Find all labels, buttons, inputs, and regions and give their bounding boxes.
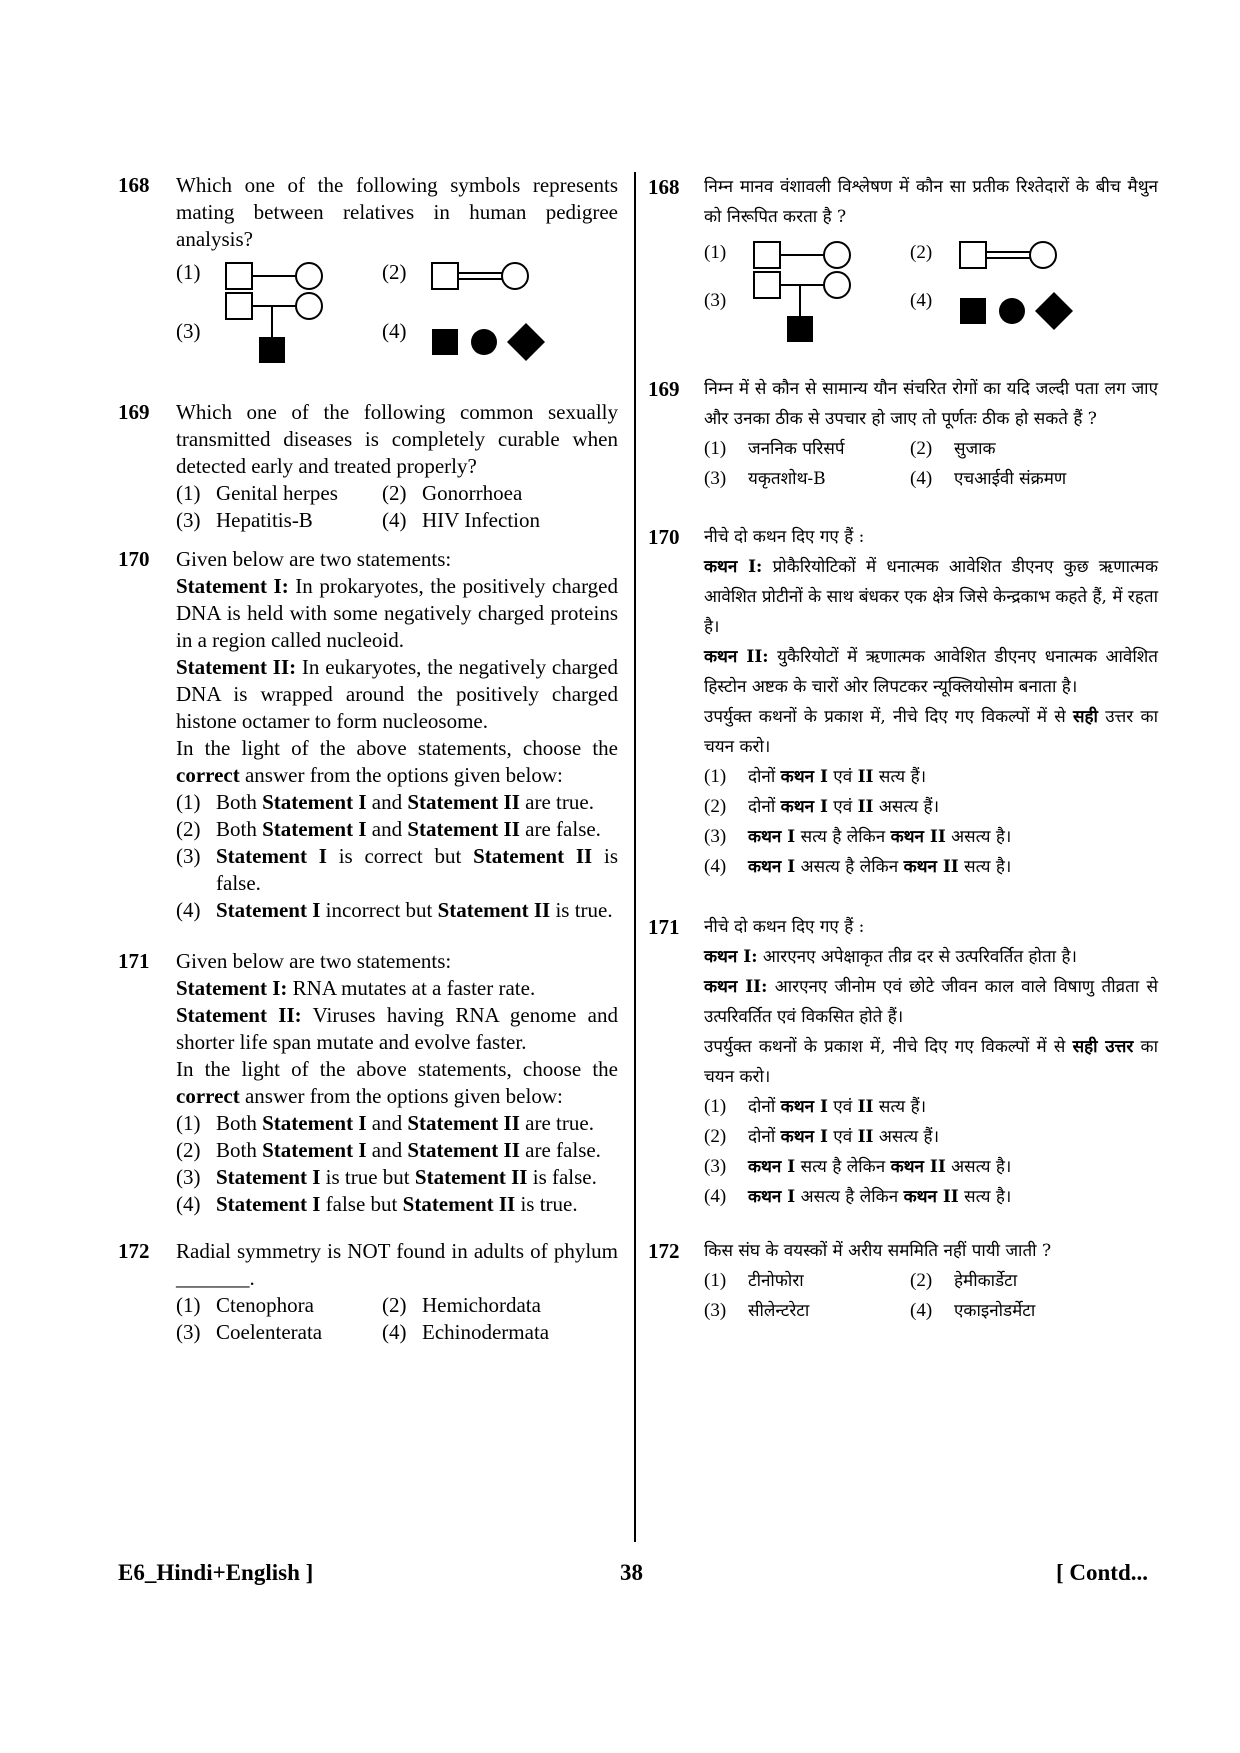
statement-2: कथन II: युकैरियोटों में ऋणात्मक आवेशित डीएनए धनात्मक आवेशित हिस्टोन अष्टक के चारों ओर लिपटकर न्यूक्लियोसोम बनाता है।: [704, 647, 1158, 697]
question-168-en: [118, 172, 618, 367]
question-number: 168: [648, 175, 680, 199]
paper-code: E6_Hindi+English ]: [118, 1560, 314, 1585]
option-3: (3) सीलेन्टरेटा: [704, 1300, 810, 1321]
question-170-en: 170 Given below are two statements: Statement I: In prokaryotes, the positively charged DNA is held with some negatively charged proteins in a region called nucleoid. Statement II: In eukaryotes, the negatively charged DNA is wrapped around the positively charged histone octamer to form nucleosome. In the light of the above statements, choose the correct answer from the options given below: (1) Both Statement I and Statement II are true. (2) Both Statement I and Statement II are false. (3) Statement I is correct but Statement II is false. (4) Statement I incorrect but Statement II is true.: [118, 547, 618, 922]
option-3: (3) Statement I is true but Statement II is false.: [176, 1165, 597, 1189]
option-2: (2) हेमीकार्डेटा: [910, 1270, 1018, 1291]
option-2: (2) Hemichordata: [382, 1293, 541, 1317]
statement-2: Statement II: In eukaryotes, the negatively charged DNA is wrapped around the positively charged histone octamer to form nucleosome.: [176, 655, 618, 733]
question-text: Which one of the following common sexually transmitted diseases is completely curable when detected early and treated properly?: [176, 400, 618, 478]
affected-symbols-icon: [958, 286, 1078, 346]
option-1: (1) Genital herpes: [176, 481, 338, 505]
english-column: [118, 172, 618, 1346]
option-1: (1) टीनोफोरा: [704, 1270, 804, 1291]
offspring-symbol-icon: [224, 291, 334, 367]
option-2: (2): [382, 259, 588, 291]
question-number: 169: [118, 400, 150, 424]
option-4: (4) Statement I false but Statement II is true.: [176, 1192, 578, 1216]
affected-symbols-icon: [430, 317, 550, 367]
option-4: (4): [382, 317, 588, 367]
mating-symbol-icon: [224, 259, 334, 291]
option-2: (2) Gonorrhoea: [382, 481, 523, 505]
offspring-symbol-icon: [752, 270, 862, 346]
page-number: 38: [620, 1560, 643, 1585]
option-4: (4) HIV Infection: [382, 508, 540, 532]
hindi-column: [648, 172, 1158, 1326]
option-1: (1) Ctenophora: [176, 1293, 314, 1317]
option-4: (4) कथन I असत्य है लेकिन कथन II सत्य है।: [704, 1186, 1012, 1207]
option-1: (1) दोनों कथन I एवं II सत्य हैं।: [704, 766, 927, 787]
option-4: (4) एकाइनोडर्मेटा: [910, 1300, 1036, 1321]
option-4: (4): [910, 286, 1116, 346]
instruction: उपर्युक्त कथनों के प्रकाश में, नीचे दिए गए विकल्पों में से सही उत्तर का चयन करो।: [704, 707, 1158, 757]
option-2: (2) Both Statement I and Statement II are false.: [176, 817, 601, 841]
question-number: 170: [118, 547, 150, 571]
option-4: (4) कथन I असत्य है लेकिन कथन II सत्य है।: [704, 856, 1012, 877]
statement-1: Statement I: In prokaryotes, the positively charged DNA is held with some negatively charged proteins in a region called nucleoid.: [176, 574, 618, 652]
option-2: (2) सुजाक: [910, 438, 996, 459]
instruction: उपर्युक्त कथनों के प्रकाश में, नीचे दिए गए विकल्पों में से सही उत्तर का चयन करो।: [704, 1037, 1158, 1087]
question-text: किस संघ के वयस्कों में अरीय सममिति नहीं पायी जाती ?: [704, 1241, 1052, 1261]
option-3: (3): [704, 270, 910, 346]
mating-symbol-icon: [752, 238, 862, 270]
option-1: (1) दोनों कथन I एवं II सत्य हैं।: [704, 1096, 927, 1117]
question-text: निम्न मानव वंशावली विश्लेषण में कौन सा प्रतीक रिश्तेदारों के बीच मैथुन को निरूपित करता है ?: [704, 177, 1158, 227]
option-1: (1): [176, 259, 382, 291]
question-number: 171: [648, 915, 680, 939]
question-text: Radial symmetry is NOT found in adults of phylum _______.: [176, 1239, 618, 1290]
statement-2: कथन II: आरएनए जीनोम एवं छोटे जीवन काल वाले विषाणु तीव्रता से उत्परिवर्तित एवं विकसित होते हैं।: [704, 977, 1159, 1027]
option-1: (1): [704, 238, 910, 270]
question-169-en: [118, 399, 618, 534]
option-4: (4) एचआईवी संक्रमण: [910, 468, 1067, 489]
statement-1: कथन I: प्रोकैरियोटिकों में धनात्मक आवेशित डीएनए कुछ ऋणात्मक आवेशित प्रोटीनों के साथ बंधकर एक क्षेत्र जिसे केन्द्रकाभ कहते हैं, में रहता है।: [704, 557, 1159, 637]
option-1: (1) Both Statement I and Statement II are true.: [176, 790, 594, 814]
option-4: (4) Echinodermata: [382, 1320, 550, 1344]
question-number: 172: [648, 1239, 680, 1263]
option-3: (3) यकृतशोथ-B: [704, 468, 826, 489]
statement-2: Statement II: Viruses having RNA genome and shorter life span mutate and evolve faster.: [176, 1003, 618, 1054]
column-divider: [634, 172, 636, 1542]
option-3: (3): [176, 291, 382, 367]
question-number: 168: [118, 173, 150, 197]
option-2: (2) Both Statement I and Statement II are false.: [176, 1138, 601, 1162]
question-170-hi: 170 नीचे दो कथन दिए गए हैं : कथन I: प्रोकैरियोटिकों में धनात्मक आवेशित डीएनए कुछ ऋणात्मक आवेशित प्रोटीनों के साथ बंधकर एक क्षेत्र जिसे केन्द्रकाभ कहते हैं, में रहता है। कथन II: युकैरियोटों में ऋणात्मक आवेशित डीएनए धनात्मक आवेशित हिस्टोन अष्टक के चारों ओर लिपटकर न्यूक्लियोसोम बनाता है। उपर्युक्त कथनों के प्रकाश में, नीचे दिए गए विकल्पों में से सही उत्तर का चयन करो। (1) दोनों कथन I एवं II सत्य हैं। (2) दोनों कथन I एवं II असत्य हैं। (3) कथन I सत्य है लेकिन कथन II असत्य है। (4) कथन I असत्य है लेकिन कथन II सत्य है।: [648, 522, 1158, 882]
question-169-hi: [648, 374, 1158, 494]
option-3: (3) Coelenterata: [176, 1320, 323, 1344]
pedigree-options-row2: [176, 291, 618, 367]
option-1: (1) Both Statement I and Statement II are true.: [176, 1111, 594, 1135]
option-2: (2) दोनों कथन I एवं II असत्य हैं।: [704, 1126, 940, 1147]
consanguineous-mating-icon: [958, 238, 1068, 270]
question-172-hi: [648, 1236, 1158, 1326]
question-number: 169: [648, 377, 680, 401]
question-number: 171: [118, 949, 150, 973]
question-171-en: 171 Given below are two statements: Statement I: RNA mutates at a faster rate. Statement II: Viruses having RNA genome and shorter life span mutate and evolve faster. In the light of the above statements, choose the correct answer from the options given below: (1) Both Statement I and Statement II are true. (2) Both Statement I and Statement II are false. (3) Statement I is true but Statement II is false. (4) Statement I false but Statement II is true.: [118, 949, 618, 1216]
option-3: (3) Hepatitis-B: [176, 508, 313, 532]
pedigree-options: [176, 259, 618, 291]
instruction: In the light of the above statements, choose the correct answer from the options given below:: [176, 1057, 618, 1108]
question-number: 170: [648, 525, 680, 549]
option-2: (2) दोनों कथन I एवं II असत्य हैं।: [704, 796, 940, 817]
statement-1: Statement I: RNA mutates at a faster rate.: [176, 976, 536, 1000]
question-172-en: [118, 1238, 618, 1346]
question-number: 172: [118, 1239, 150, 1263]
option-3: (3) कथन I सत्य है लेकिन कथन II असत्य है।: [704, 1156, 1012, 1177]
option-4: (4) Statement I incorrect but Statement II is true.: [176, 898, 613, 922]
question-171-hi: 171 नीचे दो कथन दिए गए हैं : कथन I: आरएनए अपेक्षाकृत तीव्र दर से उत्परिवर्तित होता है। कथन II: आरएनए जीनोम एवं छोटे जीवन काल वाले विषाणु तीव्रता से उत्परिवर्तित एवं विकसित होते हैं। उपर्युक्त कथनों के प्रकाश में, नीचे दिए गए विकल्पों में से सही उत्तर का चयन करो। (1) दोनों कथन I एवं II सत्य हैं। (2) दोनों कथन I एवं II असत्य हैं। (3) कथन I सत्य है लेकिन कथन II असत्य है। (4) कथन I असत्य है लेकिन कथन II सत्य है।: [648, 912, 1158, 1212]
option-3: (3) कथन I सत्य है लेकिन कथन II असत्य है।: [704, 826, 1012, 847]
continued-label: [ Contd...: [1055, 1560, 1148, 1585]
question-168-hi: [648, 172, 1158, 346]
instruction: In the light of the above statements, choose the correct answer from the options given below:: [176, 736, 618, 787]
option-2: (2): [910, 238, 1116, 270]
option-1: (1) जननिक परिसर्प: [704, 438, 845, 459]
question-text: Which one of the following symbols represents mating between relatives in human pedigree analysis?: [176, 173, 618, 251]
option-3: (3) Statement I is correct but Statement II is false.: [176, 844, 618, 895]
statement-1: कथन I: आरएनए अपेक्षाकृत तीव्र दर से उत्परिवर्तित होता है।: [704, 947, 1077, 967]
consanguineous-mating-icon: [430, 259, 540, 291]
question-text: निम्न में से कौन से सामान्य यौन संचरित रोगों का यदि जल्दी पता लग जाए और उनका ठीक से उपचार हो जाए तो पूर्णतः ठीक हो सकते हैं ?: [704, 379, 1158, 429]
